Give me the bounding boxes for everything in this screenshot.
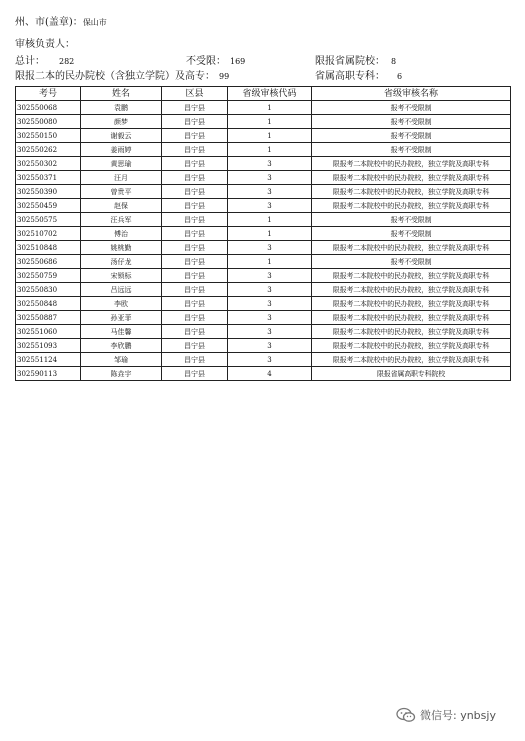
private-label: 限报二本的民办院校（含独立学院）及高专： — [15, 71, 215, 82]
total-label: 总计： — [15, 56, 45, 67]
cell-code: 3 — [228, 171, 312, 185]
provincial-value: 8 — [391, 57, 397, 66]
cell-exam-id: 302550302 — [16, 157, 81, 171]
cell-county: 昌宁县 — [162, 171, 228, 185]
cell-exam-id: 302550390 — [16, 185, 81, 199]
cell-result: 限报考二本院校中的民办院校，独立学院及高职专科 — [312, 339, 511, 353]
cell-result: 限报考二本院校中的民办院校，独立学院及高职专科 — [312, 311, 511, 325]
cell-result: 报考不受限制 — [312, 129, 511, 143]
cell-exam-id: 302510848 — [16, 241, 81, 255]
watermark-text: 微信号: ynbsjy — [420, 709, 496, 722]
cell-code: 1 — [228, 227, 312, 241]
cell-exam-id: 302550575 — [16, 213, 81, 227]
reviewer-label: 审核负责人： — [15, 39, 75, 50]
wechat-watermark — [396, 707, 496, 723]
provincial-stat — [315, 56, 396, 68]
unlimited-value: 169 — [230, 57, 246, 66]
cell-code: 3 — [228, 353, 312, 367]
cell-exam-id: 302550371 — [16, 171, 81, 185]
cell-code: 3 — [228, 269, 312, 283]
cell-county: 昌宁县 — [162, 185, 228, 199]
cell-county: 昌宁县 — [162, 255, 228, 269]
cell-exam-id: 302590113 — [16, 367, 81, 381]
table-row — [16, 367, 511, 381]
cell-code: 3 — [228, 157, 312, 171]
cell-name: 宋锁标 — [81, 269, 162, 283]
column-header-name: 姓名 — [81, 87, 162, 101]
cell-code: 3 — [228, 185, 312, 199]
cell-exam-id: 302510702 — [16, 227, 81, 241]
cell-county: 昌宁县 — [162, 213, 228, 227]
cell-code: 1 — [228, 101, 312, 115]
private-stat — [15, 71, 229, 83]
cell-name: 袁鹏 — [81, 101, 162, 115]
cell-county: 昌宁县 — [162, 115, 228, 129]
unlimited-label: 不受限： — [186, 56, 226, 67]
cell-name: 汤仔龙 — [81, 255, 162, 269]
cell-result: 报考不受限制 — [312, 213, 511, 227]
cell-county: 昌宁县 — [162, 325, 228, 339]
cell-code: 3 — [228, 283, 312, 297]
cell-code: 1 — [228, 115, 312, 129]
review-table — [15, 86, 511, 381]
cell-name: 谢毅云 — [81, 129, 162, 143]
cell-name: 赵保 — [81, 199, 162, 213]
cell-result: 限报考二本院校中的民办院校，独立学院及高职专科 — [312, 283, 511, 297]
cell-code: 3 — [228, 199, 312, 213]
column-header-exam-id: 考号 — [16, 87, 81, 101]
provincial-label: 限报省属院校： — [315, 56, 385, 67]
cell-code: 3 — [228, 339, 312, 353]
cell-name: 李欣鹏 — [81, 339, 162, 353]
cell-county: 昌宁县 — [162, 101, 228, 115]
prefecture-label: 州、市(盖章)： — [15, 17, 83, 28]
cell-county: 昌宁县 — [162, 353, 228, 367]
cell-result: 报考不受限制 — [312, 255, 511, 269]
cell-county: 昌宁县 — [162, 311, 228, 325]
cell-name: 姚桃勤 — [81, 241, 162, 255]
cell-result: 限报考二本院校中的民办院校，独立学院及高职专科 — [312, 171, 511, 185]
table-row — [16, 185, 511, 199]
cell-code: 1 — [228, 129, 312, 143]
cell-county: 昌宁县 — [162, 227, 228, 241]
cell-county: 昌宁县 — [162, 367, 228, 381]
cell-code: 4 — [228, 367, 312, 381]
cell-name: 颜梦 — [81, 115, 162, 129]
cell-exam-id: 302550150 — [16, 129, 81, 143]
cell-result: 限报考二本院校中的民办院校，独立学院及高职专科 — [312, 199, 511, 213]
cell-result: 限报考二本院校中的民办院校，独立学院及高职专科 — [312, 185, 511, 199]
table-row — [16, 339, 511, 353]
prefecture-line — [15, 17, 107, 29]
cell-name: 黄思瑜 — [81, 157, 162, 171]
cell-exam-id: 302550887 — [16, 311, 81, 325]
cell-result: 限报考二本院校中的民办院校，独立学院及高职专科 — [312, 157, 511, 171]
cell-code: 1 — [228, 143, 312, 157]
table-row — [16, 283, 511, 297]
table-row — [16, 199, 511, 213]
cell-county: 昌宁县 — [162, 129, 228, 143]
table-row — [16, 101, 511, 115]
table-row — [16, 143, 511, 157]
cell-county: 昌宁县 — [162, 339, 228, 353]
table-row — [16, 353, 511, 367]
cell-county: 昌宁县 — [162, 143, 228, 157]
cell-result: 限报考二本院校中的民办院校，独立学院及高职专科 — [312, 269, 511, 283]
cell-name: 姜雨婷 — [81, 143, 162, 157]
cell-county: 昌宁县 — [162, 297, 228, 311]
cell-result: 限报考二本院校中的民办院校，独立学院及高职专科 — [312, 297, 511, 311]
cell-result: 限报考二本院校中的民办院校，独立学院及高职专科 — [312, 353, 511, 367]
cell-result: 限报考二本院校中的民办院校，独立学院及高职专科 — [312, 241, 511, 255]
table-header-row — [16, 87, 511, 101]
cell-exam-id: 302550459 — [16, 199, 81, 213]
table-row — [16, 115, 511, 129]
column-header-result: 省级审核名称 — [312, 87, 511, 101]
cell-exam-id: 302550759 — [16, 269, 81, 283]
table-row — [16, 129, 511, 143]
cell-exam-id: 302550686 — [16, 255, 81, 269]
cell-result: 限报考二本院校中的民办院校，独立学院及高职专科 — [312, 325, 511, 339]
cell-code: 3 — [228, 311, 312, 325]
cell-code: 3 — [228, 297, 312, 311]
cell-name: 陈垚宇 — [81, 367, 162, 381]
cell-code: 1 — [228, 213, 312, 227]
cell-county: 昌宁县 — [162, 269, 228, 283]
cell-exam-id: 302551060 — [16, 325, 81, 339]
cell-county: 昌宁县 — [162, 157, 228, 171]
table-row — [16, 311, 511, 325]
cell-name: 马佳馨 — [81, 325, 162, 339]
table-row — [16, 269, 511, 283]
table-row — [16, 171, 511, 185]
table-row — [16, 213, 511, 227]
cell-name: 孙亚菲 — [81, 311, 162, 325]
cell-result: 报考不受限制 — [312, 143, 511, 157]
cell-result: 报考不受限制 — [312, 101, 511, 115]
vocational-stat — [315, 71, 402, 83]
cell-name: 曾贵平 — [81, 185, 162, 199]
table-row — [16, 227, 511, 241]
table-row — [16, 297, 511, 311]
vocational-label: 省属高职专科： — [315, 71, 385, 82]
cell-county: 昌宁县 — [162, 241, 228, 255]
cell-name: 李欧 — [81, 297, 162, 311]
cell-exam-id: 302550068 — [16, 101, 81, 115]
cell-code: 3 — [228, 241, 312, 255]
cell-exam-id: 302550830 — [16, 283, 81, 297]
table-body — [16, 101, 511, 381]
cell-name: 汪兵军 — [81, 213, 162, 227]
total-stat — [15, 56, 74, 68]
cell-name: 汪月 — [81, 171, 162, 185]
cell-code: 1 — [228, 255, 312, 269]
wechat-icon — [396, 707, 416, 723]
cell-name: 傅治 — [81, 227, 162, 241]
cell-result: 报考不受限制 — [312, 227, 511, 241]
table-row — [16, 255, 511, 269]
vocational-value: 6 — [397, 72, 403, 81]
column-header-code: 省级审核代码 — [228, 87, 312, 101]
cell-result: 限报省属高职专科院校 — [312, 367, 511, 381]
cell-name: 吕远远 — [81, 283, 162, 297]
unlimited-stat — [186, 56, 245, 68]
column-header-county: 区县 — [162, 87, 228, 101]
cell-exam-id: 302551124 — [16, 353, 81, 367]
cell-exam-id: 302550848 — [16, 297, 81, 311]
total-value: 282 — [59, 57, 75, 66]
cell-name: 邹瑜 — [81, 353, 162, 367]
cell-county: 昌宁县 — [162, 283, 228, 297]
cell-result: 报考不受限制 — [312, 115, 511, 129]
table-row — [16, 325, 511, 339]
table-row — [16, 241, 511, 255]
private-value: 99 — [219, 72, 230, 81]
cell-code: 3 — [228, 325, 312, 339]
cell-exam-id: 302551093 — [16, 339, 81, 353]
prefecture-value: 保山市 — [82, 18, 107, 27]
cell-county: 昌宁县 — [162, 199, 228, 213]
table-row — [16, 157, 511, 171]
cell-exam-id: 302550262 — [16, 143, 81, 157]
reviewer-line — [15, 39, 75, 51]
cell-exam-id: 302550080 — [16, 115, 81, 129]
